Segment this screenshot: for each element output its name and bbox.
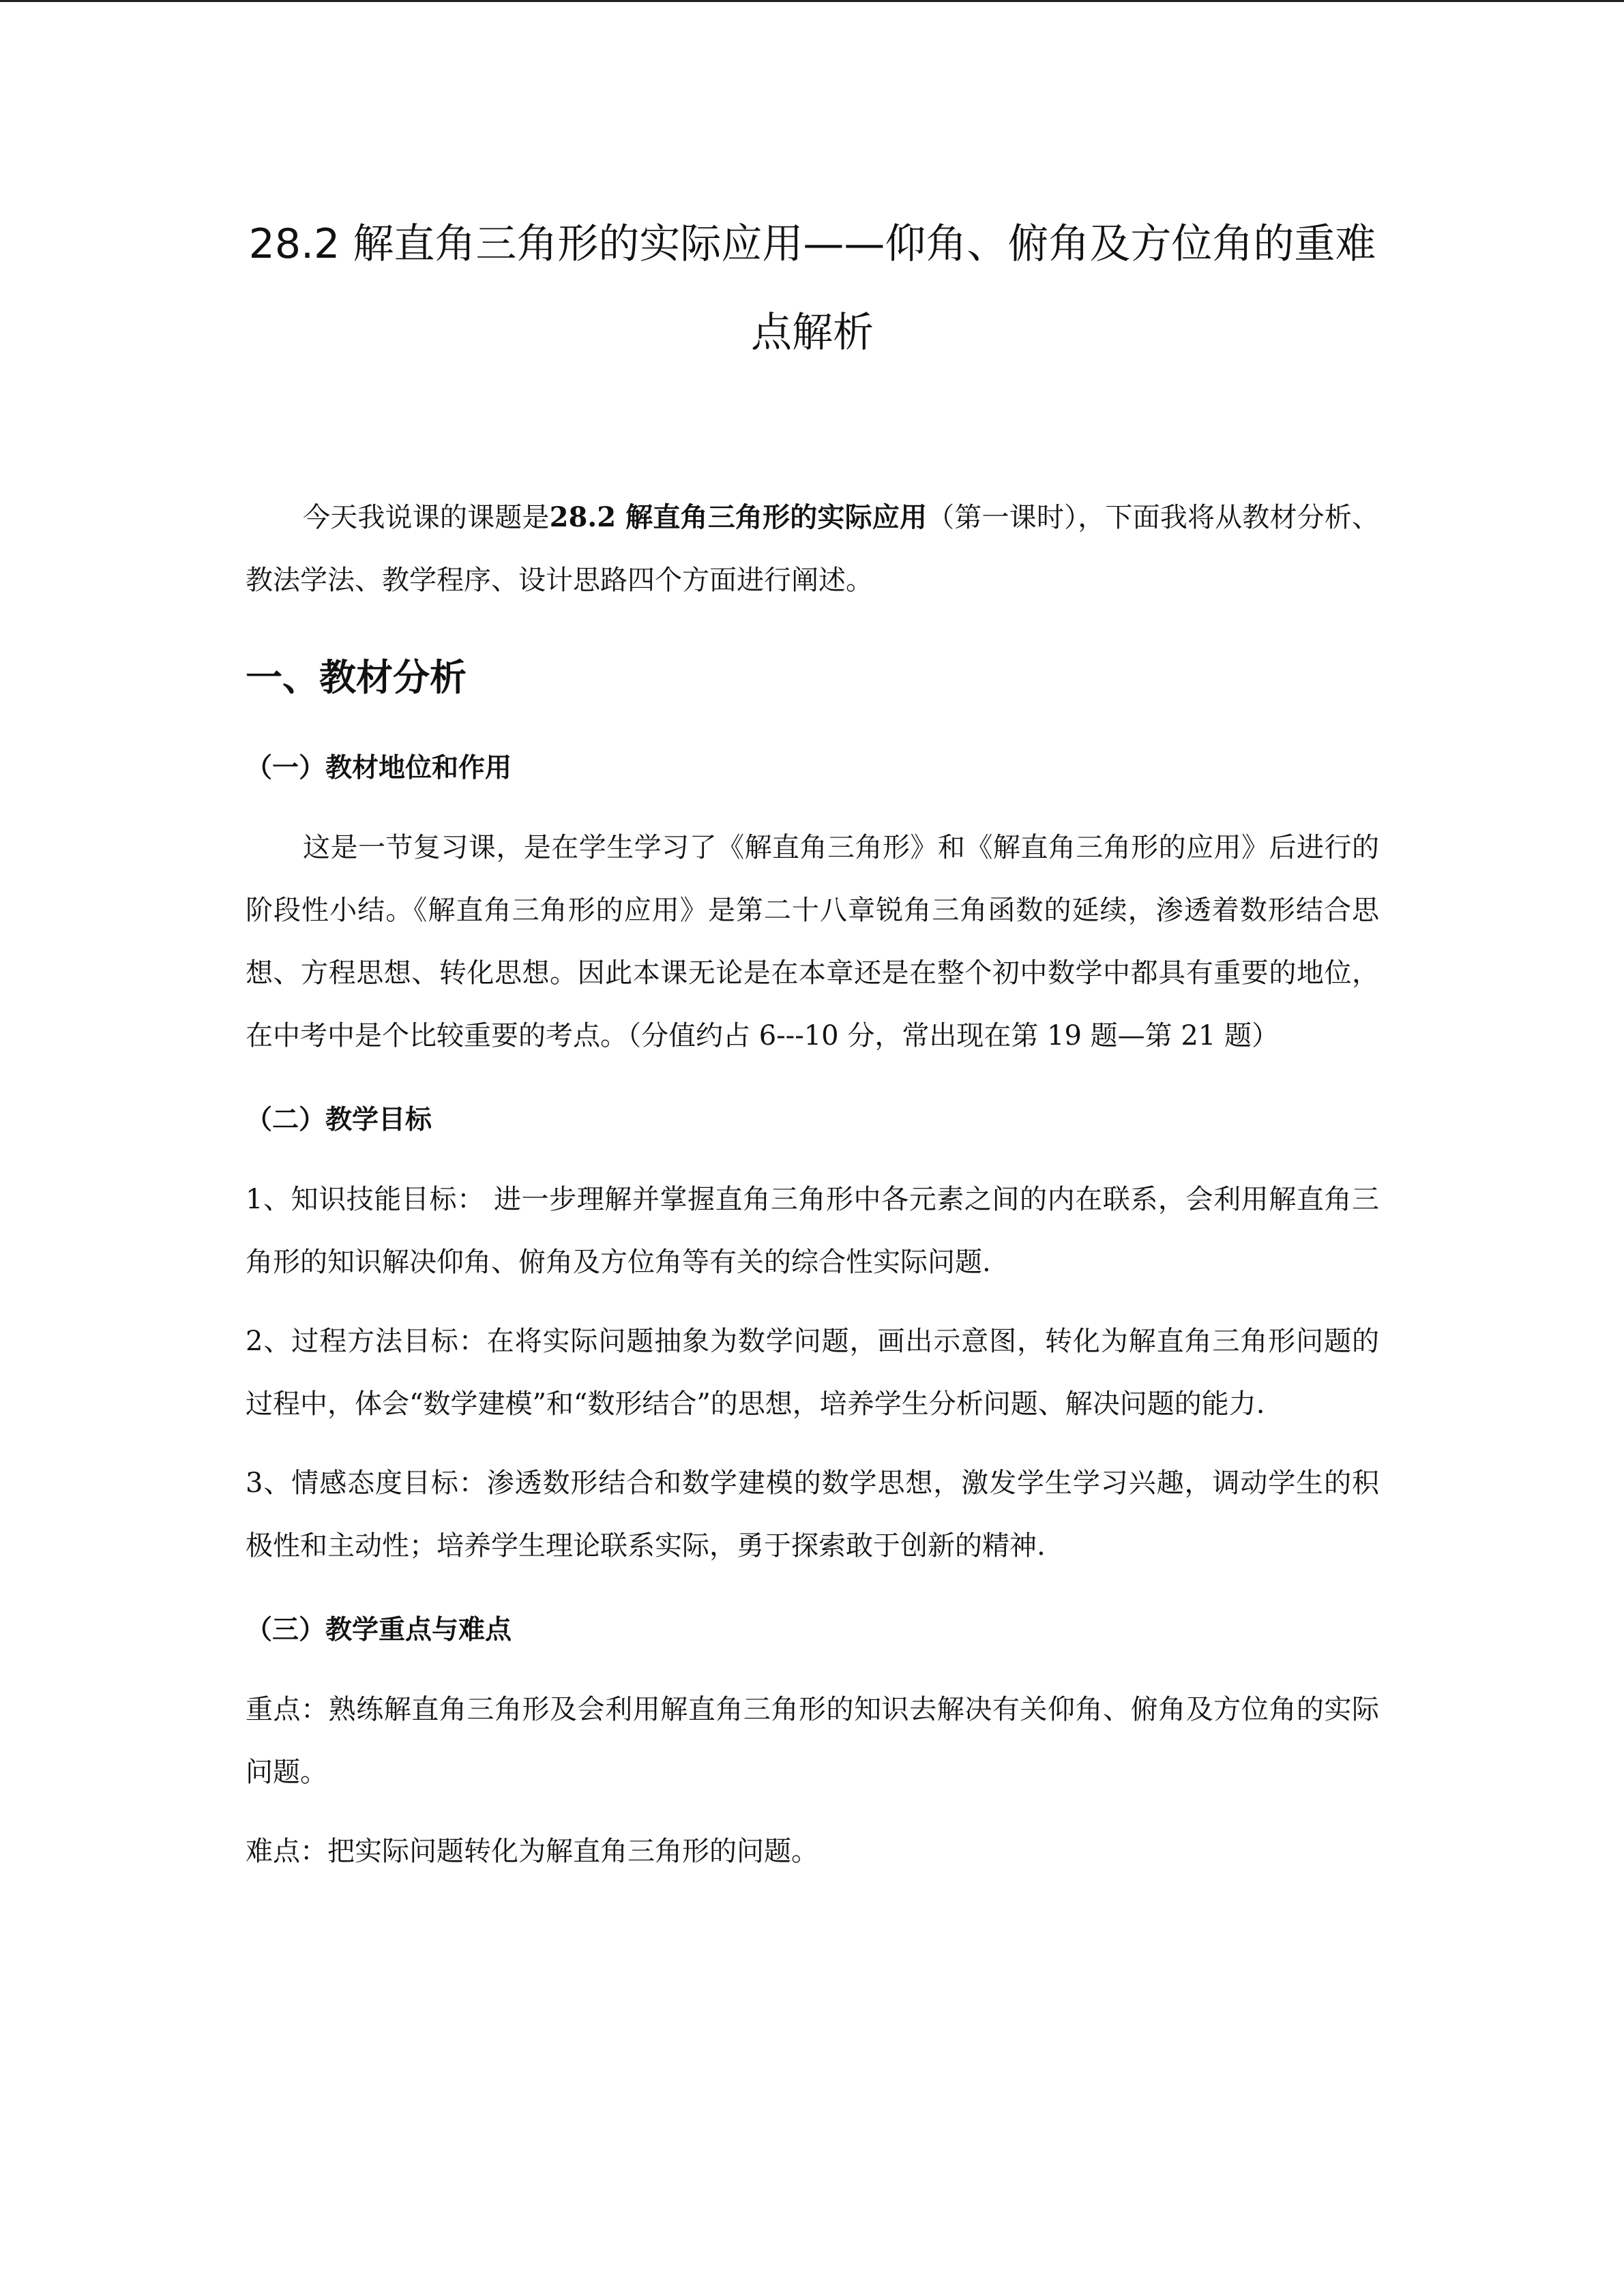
intro-text-after: （第一课时），下面我将从教材分析、教法学法、教学程序、设计思路四个方面进行阐述。 [246,502,1380,596]
intro-text-before: 今天我说课的课题是 [303,502,550,533]
intro-paragraph [246,486,1379,612]
goal-process-methods: 2、过程方法目标：在将实际问题抽象为数学问题，画出示意图，转化为解直角三角形问题的过程中，体会“数学建模”和“数形结合”的思想，培养学生分析问题、解决问题的能力. [246,1326,1379,1420]
key-point-paragraph: 重点：熟练解直角三角形及会利用解直角三角形的知识去解决有关仰角、俯角及方位角的实际问题。 [246,1694,1379,1788]
document-title: 28.2 解直角三角形的实际应用——仰角、俯角及方位角的重难点解析 [248,220,1376,357]
subsection-heading-key-difficult: （三）教学重点与难点 [246,1615,512,1645]
difficult-point-paragraph: 难点：把实际问题转化为解直角三角形的问题。 [246,1836,818,1867]
intro-course-title: 28.2 解直角三角形的实际应用 [549,501,928,533]
subsection-heading-position-role: （一）教材地位和作用 [246,753,512,784]
subsection-heading-teaching-goals: （二）教学目标 [246,1105,432,1135]
goal-emotion-attitude: 3、情感态度目标：渗透数形结合和数学建模的数学思想，激发学生学习兴趣，调动学生的积极性和主动性；培养学生理论联系实际，勇于探索敢于创新的精神. [246,1467,1379,1562]
section-heading-textbook-analysis: 一、教材分析 [246,656,467,699]
document-content [246,200,1379,1883]
goal-knowledge-skills: 1、知识技能目标： 进一步理解并掌握直角三角形中各元素之间的内在联系，会利用解直角三角形的知识解决仰角、俯角及方位角等有关的综合性实际问题. [246,1184,1379,1278]
position-role-paragraph: 这是一节复习课，是在学生学习了《解直角三角形》和《解直角三角形的应用》后进行的阶段性小结。《解直角三角形的应用》是第二十八章锐角三角函数的延续，渗透着数形结合思想、方程思想、转化思想。因此本课无论是在本章还是在整个初中数学中都具有重要的地位，在中考中是个比较重要的考点。（分值约占 6---10 分，常出现在第 19 题—第 21 题） [246,832,1379,1052]
